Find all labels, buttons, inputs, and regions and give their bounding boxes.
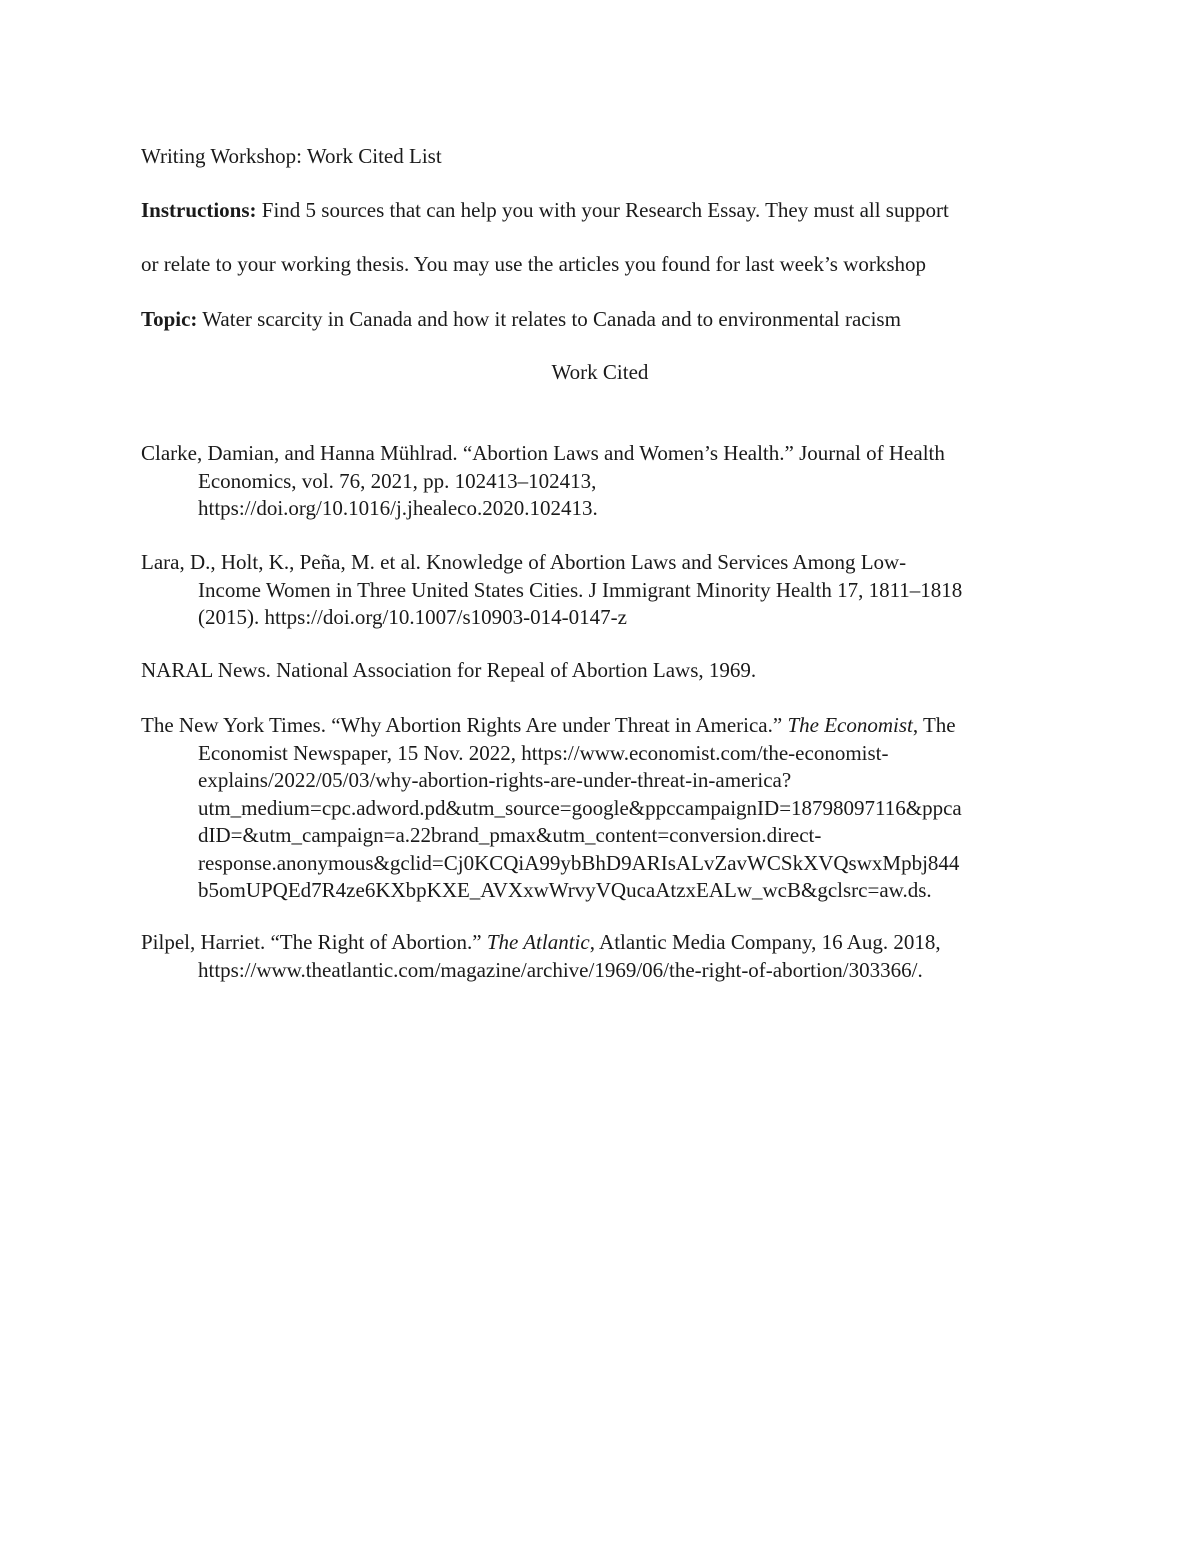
citation-line	[141, 712, 1061, 740]
citation-line: Economist Newspaper, 15 Nov. 2022, https://www.economist.com/the-economist-	[198, 740, 889, 765]
instructions-text-1: Find 5 sources that can help you with your Research Essay. They must all support	[256, 198, 949, 222]
citation-text: , The	[912, 713, 956, 737]
citation-entry	[141, 712, 1061, 905]
citation-text: The New York Times. “Why Abortion Rights Are under Threat in America.”	[141, 713, 788, 737]
citation-source-title: The Atlantic	[486, 930, 590, 954]
topic-label: Topic:	[141, 307, 198, 331]
citation-line: b5omUPQEd7R4ze6KXbpKXE_AVXxwWrvyVQucaAtzxEALw_wcB&gclsrc=aw.ds.	[198, 878, 932, 902]
citation-entry	[141, 440, 1061, 523]
citation-line: Clarke, Damian, and Hanna Mühlrad. “Abortion Laws and Women’s Health.” Journal of Health	[141, 441, 945, 465]
citation-line: (2015). https://doi.org/10.1007/s10903-014-0147-z	[198, 605, 627, 629]
citation-line: Lara, D., Holt, K., Peña, M. et al. Knowledge of Abortion Laws and Services Among Low-	[141, 550, 907, 574]
citation-line: response.anonymous&gclid=Cj0KCQiA99ybBhD9ARIsALvZavWCSkXVQswxMpbj844	[198, 850, 960, 875]
citation-line: utm_medium=cpc.adword.pd&utm_source=google&ppccampaignID=18798097116&ppca	[198, 795, 962, 820]
instructions-line-2: or relate to your working thesis. You may use the articles you found for last week’s workshop	[141, 252, 927, 276]
citation-line: dID=&utm_campaign=a.22brand_pmax&utm_content=conversion.direct-	[198, 823, 822, 847]
citation-line: Income Women in Three United States Cities. J Immigrant Minority Health 17, 1811–1818	[198, 577, 963, 602]
instructions-line-1	[141, 200, 949, 221]
citation-line	[141, 929, 1061, 957]
citation-line: NARAL News. National Association for Repeal of Abortion Laws, 1969.	[141, 658, 757, 682]
citation-text: , Atlantic Media Company, 16 Aug. 2018,	[589, 930, 941, 954]
citation-text: Pilpel, Harriet. “The Right of Abortion.”	[141, 930, 487, 954]
citation-entry	[141, 657, 1061, 685]
citation-line: https://doi.org/10.1016/j.jhealeco.2020.102413.	[198, 496, 598, 520]
citation-line: Economics, vol. 76, 2021, pp. 102413–102413,	[198, 468, 597, 493]
document-heading: Writing Workshop: Work Cited List	[141, 144, 442, 168]
topic-line	[141, 309, 901, 330]
citation-line: explains/2022/05/03/why-abortion-rights-are-under-threat-in-america?	[198, 768, 792, 792]
citation-entry	[141, 549, 1061, 632]
citation-source-title: The Economist	[787, 713, 913, 737]
citation-entry	[141, 929, 1061, 984]
topic-text: Water scarcity in Canada and how it relates to Canada and to environmental racism	[197, 307, 901, 331]
instructions-label: Instructions:	[141, 198, 257, 222]
works-cited-title: Work Cited	[551, 360, 649, 384]
citation-line: https://www.theatlantic.com/magazine/archive/1969/06/the-right-of-abortion/303366/.	[198, 957, 923, 982]
